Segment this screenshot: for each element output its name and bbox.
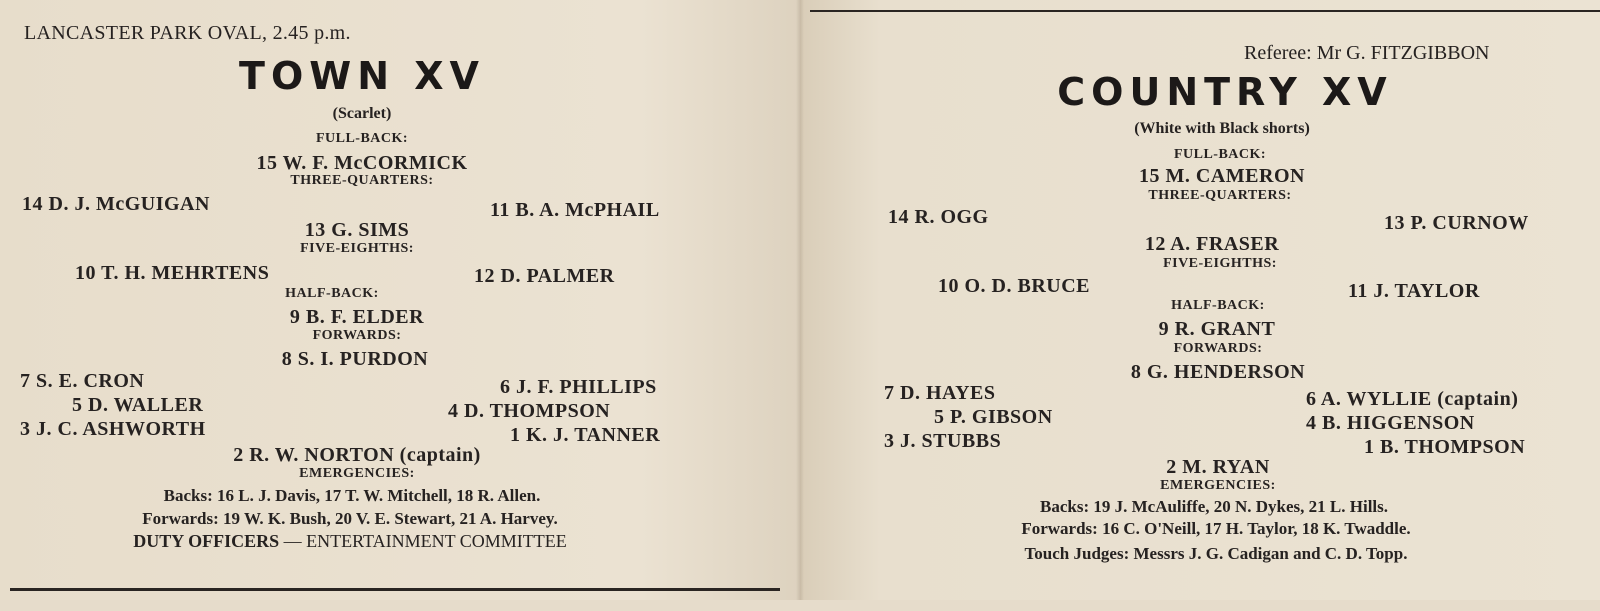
town-player-7: 7 S. E. CRON: [20, 370, 145, 392]
town-player-8: 8 S. I. PURDON: [281, 348, 429, 370]
town-halfback-label: HALF-BACK:: [285, 286, 379, 301]
country-player-11: 11 J. TAYLOR: [1348, 280, 1480, 302]
country-player-5: 5 P. GIBSON: [934, 406, 1053, 428]
country-emergency-backs: Backs: 19 J. McAuliffe, 20 N. Dykes, 21 L. Hills.: [1039, 497, 1389, 516]
venue-time: LANCASTER PARK OVAL, 2.45 p.m.: [24, 22, 351, 44]
country-player-7: 7 D. HAYES: [884, 382, 996, 404]
town-colours: (Scarlet): [332, 105, 392, 122]
country-emergencies-label: EMERGENCIES:: [1160, 478, 1276, 493]
page-fold: [796, 0, 804, 600]
town-emergencies-label: EMERGENCIES:: [299, 466, 415, 481]
country-halfback-label: HALF-BACK:: [1171, 298, 1265, 313]
town-emergency-backs: Backs: 16 L. J. Davis, 17 T. W. Mitchell, 18 R. Allen.: [163, 486, 541, 505]
referee: Referee: Mr G. FITZGIBBON: [1244, 42, 1490, 64]
country-fullback-label: FULL-BACK:: [1173, 147, 1267, 162]
town-emergency-forwards: Forwards: 19 W. K. Bush, 20 V. E. Stewart, 21 A. Harvey.: [142, 509, 558, 528]
town-forwards-label: FORWARDS:: [312, 328, 402, 343]
town-threequarters-label: THREE-QUARTERS:: [290, 173, 434, 188]
touch-judges: Touch Judges: Messrs J. G. Cadigan and C. D. Topp.: [1024, 544, 1408, 563]
country-player-12: 12 A. FRASER: [1144, 233, 1280, 255]
country-fiveeighths-label: FIVE-EIGHTHS:: [1163, 256, 1277, 271]
town-player-12: 12 D. PALMER: [474, 265, 615, 287]
country-player-4: 4 B. HIGGENSON: [1306, 412, 1475, 434]
country-player-15: 15 M. CAMERON: [1139, 165, 1305, 187]
town-player-6: 6 J. F. PHILLIPS: [500, 376, 657, 398]
top-rule: [810, 0, 1600, 12]
town-player-3: 3 J. C. ASHWORTH: [20, 418, 206, 440]
town-player-15: 15 W. F. McCORMICK: [256, 152, 468, 174]
town-player-11: 11 B. A. McPHAIL: [490, 199, 660, 221]
town-player-1: 1 K. J. TANNER: [510, 424, 661, 446]
country-player-2: 2 M. RYAN: [1166, 456, 1270, 478]
town-player-10: 10 T. H. MEHRTENS: [75, 262, 270, 284]
duty-officers: [133, 531, 566, 552]
country-emergency-forwards: Forwards: 16 C. O'Neill, 17 H. Taylor, 18 K. Twaddle.: [1021, 519, 1411, 538]
duty-officers-committee: — ENTERTAINMENT COMMITTEE: [279, 531, 567, 551]
country-player-9: 9 R. GRANT: [1158, 318, 1276, 340]
town-player-9: 9 B. F. ELDER: [289, 306, 425, 328]
country-player-1: 1 B. THOMPSON: [1364, 436, 1526, 458]
country-player-3: 3 J. STUBBS: [884, 430, 1002, 452]
town-fullback-label: FULL-BACK:: [315, 131, 409, 146]
country-team-title: COUNTRY XV: [1057, 70, 1393, 114]
country-threequarters-label: THREE-QUARTERS:: [1148, 188, 1292, 203]
country-player-14: 14 R. OGG: [888, 206, 989, 228]
country-player-6: 6 A. WYLLIE (captain): [1306, 388, 1519, 410]
town-player-2: 2 R. W. NORTON (captain): [233, 444, 481, 466]
country-colours: (White with Black shorts): [1134, 120, 1310, 137]
country-player-8: 8 G. HENDERSON: [1130, 361, 1306, 383]
town-player-13: 13 G. SIMS: [304, 219, 410, 241]
town-player-5: 5 D. WALLER: [72, 394, 204, 416]
duty-officers-label: DUTY OFFICERS: [133, 531, 280, 551]
country-forwards-label: FORWARDS:: [1173, 341, 1263, 356]
town-fiveeighths-label: FIVE-EIGHTHS:: [300, 241, 414, 256]
town-team-title: TOWN XV: [239, 54, 485, 98]
country-player-13: 13 P. CURNOW: [1384, 212, 1529, 234]
town-player-4: 4 D. THOMPSON: [448, 400, 611, 422]
town-player-14: 14 D. J. McGUIGAN: [22, 193, 210, 215]
country-player-10: 10 O. D. BRUCE: [938, 275, 1091, 297]
